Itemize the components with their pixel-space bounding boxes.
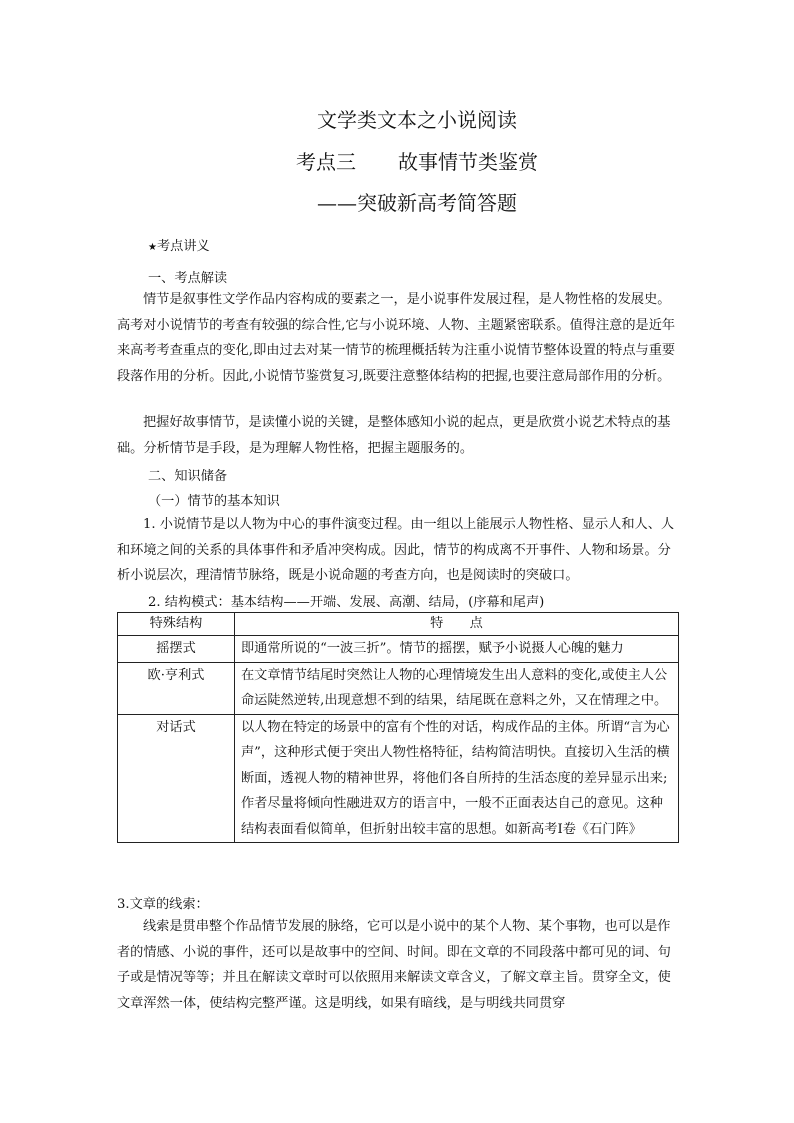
table-cell-name: 对话式 xyxy=(118,714,235,843)
table-cell-desc: 在文章情节结尾时突然让人物的心理情境发生出人意料的变化,或使主人公命运陡然逆转,出现意想不到的结果，结尾既在意料之外，又在情理之中。 xyxy=(235,662,679,714)
paragraph-text: 情节是叙事性文学作品内容构成的要素之一，是小说事件发展过程，是人物性格的发展史。高考对小说情节的考查有较强的综合性,它与小说环境、人物、主题紧密联系。值得注意的是近年来高考考查重点的变化,即由过去对某一情节的梳理概括转为注重小说情节整体设置的特点与重要段落作用的分析。因此,小说情节鉴赏复习,既要注意整体结构的把握,也要注意局部作用的分析。 xyxy=(117,292,676,384)
table-row xyxy=(118,662,679,714)
table-cell-desc: 即通常所说的“一波三折”。情节的摇摆，赋予小说摄人心魄的魅力 xyxy=(235,636,679,663)
table-row xyxy=(118,636,679,663)
table-header-cell: 特 点 xyxy=(235,613,679,636)
paragraph-text: 线索是贯串整个作品情节发展的脉络，它可以是小说中的某个人物、某个事物，也可以是作者的情感、小说的事件，还可以是故事中的空间、时间。即在文章的不同段落中都可见的词、句子或是情况等等；并且在解读文章时可以依照用来解读文章含义，了解文章主旨。贯穿全文，使文章浑然一体，使结构完整严谨。这是明线，如果有暗线，是与明线共同贯穿 xyxy=(117,919,671,1011)
table-cell-name: 摇摆式 xyxy=(118,636,235,663)
table-cell-desc: 以人物在特定的场景中的富有个性的对话，构成作品的主体。所谓“言为心声”，这种形式便于突出人物性格特征，结构简洁明快。直接切入生活的横断面，透视人物的精神世界，将他们各自所持的生活态度的差异显示出来;作者尽量将倾向性融进双方的语言中，一般不正面表达自己的意见。这种结构表面看似简单，但折射出较丰富的思想。如新高考Ⅰ卷《石门阵》 xyxy=(235,714,679,843)
section-1-paragraph-2 xyxy=(117,410,680,461)
point-title: 故事情节类鉴赏 xyxy=(398,150,538,174)
star-icon: ★ xyxy=(148,242,157,253)
handout-text: 考点讲义 xyxy=(156,239,210,254)
point-label: 考点三 xyxy=(296,150,356,174)
table-header-cell: 特殊结构 xyxy=(118,613,235,636)
point-heading xyxy=(0,146,794,175)
section-2-subheading: （一）情节的基本知识 xyxy=(148,494,280,509)
table-cell-name: 欧·亨利式 xyxy=(118,662,235,714)
section-2-heading: 二、知识储备 xyxy=(148,469,228,484)
clue-heading: 3.文章的线索： xyxy=(117,897,209,912)
subtitle: ——突破新高考简答题 xyxy=(317,191,517,215)
paragraph-text: 把握好故事情节，是读懂小说的关键，是整体感知小说的起点，更是欣赏小说艺术特点的基础。分析情节是手段，是为理解人物性格，把握主题服务的。 xyxy=(117,415,671,456)
structure-table xyxy=(117,612,679,843)
section-1-heading: 一、考点解读 xyxy=(148,271,228,286)
paragraph-text: 1. 小说情节是以人物为中心的事件演变过程。由一组以上能展示人物性格、显示人和人、人和环境之间的关系的具体事件和矛盾冲突构成。因此，情节的构成离不开事件、人物和场景。分析小说层次，理清情节脉络，既是小说命题的考查方向，也是阅读时的突破口。 xyxy=(117,517,675,583)
table-row xyxy=(118,714,679,843)
handout-label xyxy=(148,235,210,254)
clue-paragraph xyxy=(117,914,680,1016)
item-2-line: 2. 结构模式：基本结构——开端、发展、高潮、结局，(序幕和尾声) xyxy=(148,595,545,610)
item-1-paragraph xyxy=(117,512,680,589)
main-title: 文学类文本之小说阅读 xyxy=(317,108,517,132)
section-1-paragraph-1 xyxy=(117,287,680,389)
table-header-row xyxy=(118,613,679,636)
